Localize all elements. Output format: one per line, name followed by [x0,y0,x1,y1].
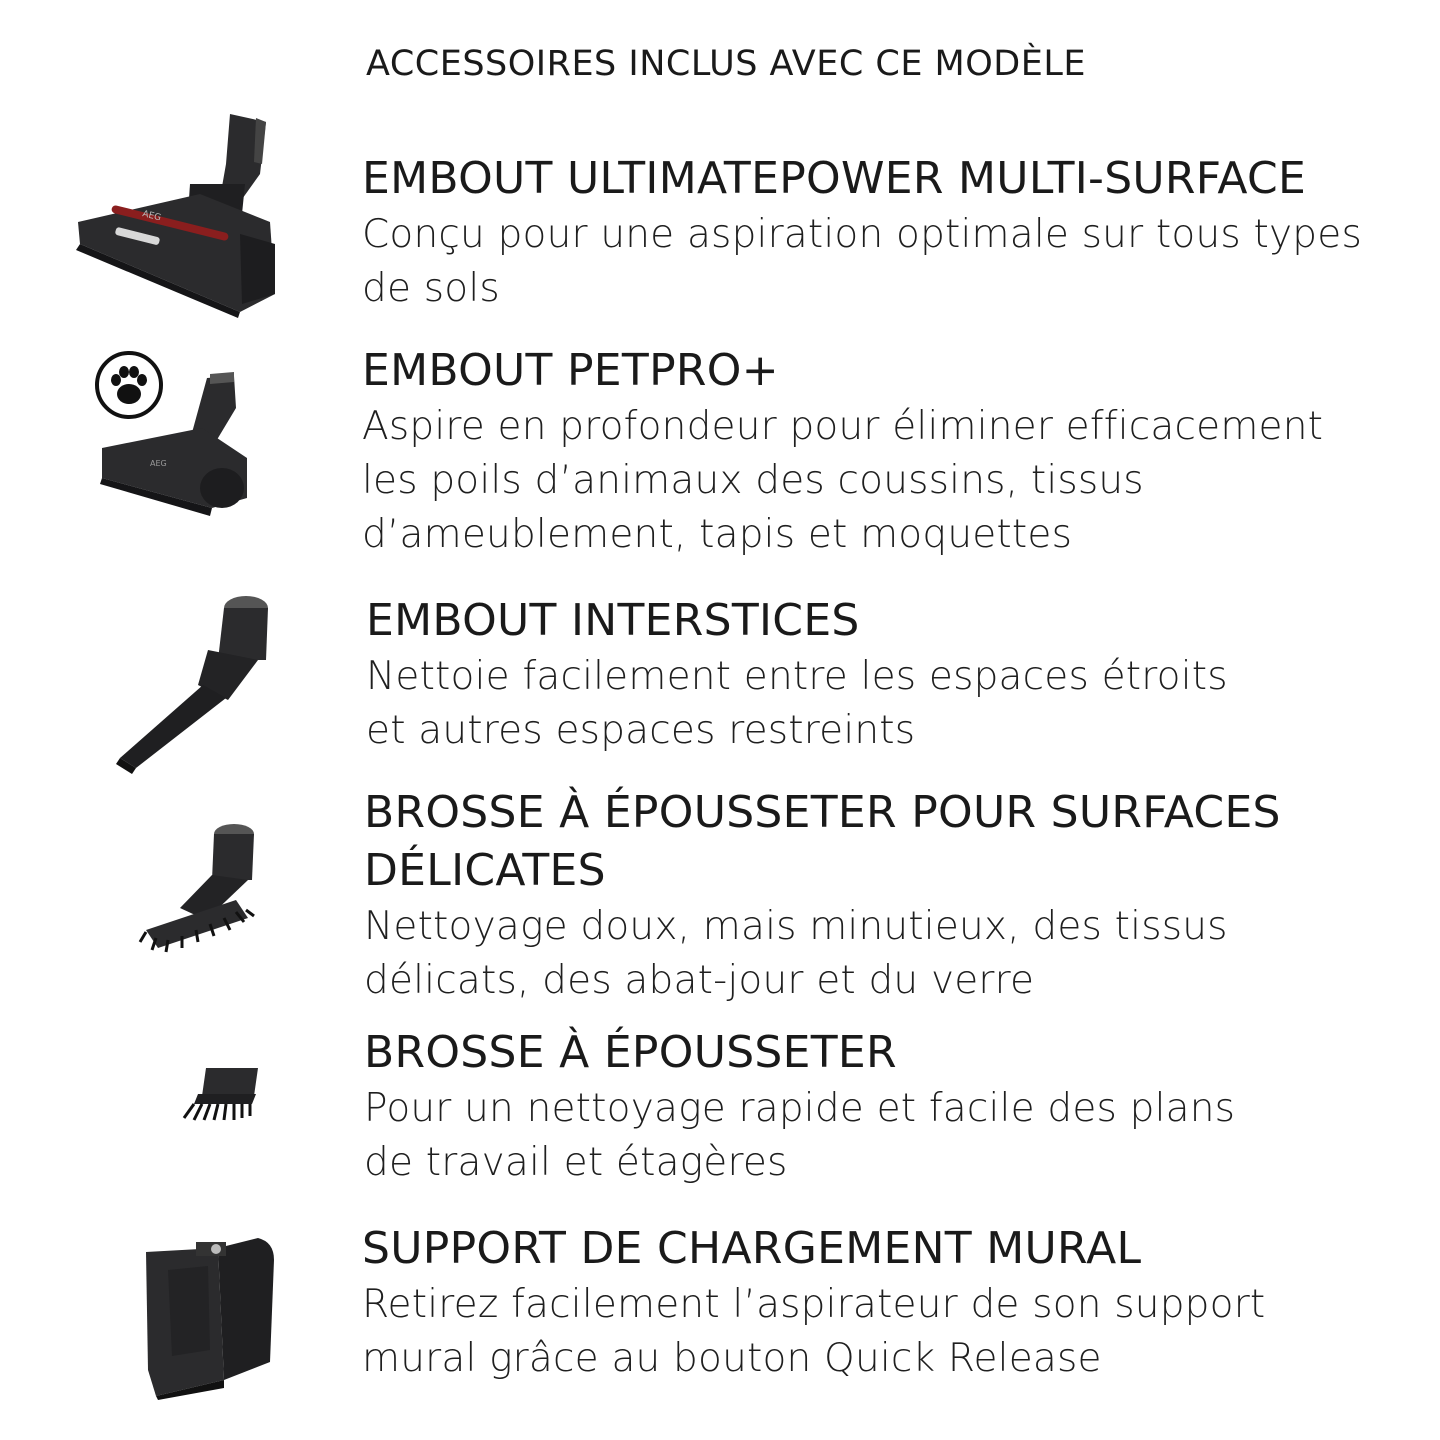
accessory-title: EMBOUT ULTIMATEPOWER MULTI-SURFACE [362,153,1307,204]
accessory-item [362,1220,1265,1386]
accessory-item [364,1024,1235,1190]
accessory-title: BROSSE À ÉPOUSSETER POUR SURFACES DÉLICATES [364,787,1281,896]
dusting-brush-icon [176,1060,266,1130]
soft-dusting-brush-icon [136,820,266,960]
accessory-description: Conçu pour une aspiration optimale sur tous types de sols [362,212,1362,311]
crevice-tool-icon [108,590,278,780]
accessory-title: BROSSE À ÉPOUSSETER [364,1027,897,1078]
wall-charger-icon [138,1230,283,1400]
page-heading: ACCESSOIRES INCLUS AVEC CE MODÈLE [366,44,1086,84]
accessory-description: Nettoie facilement entre les espaces étroits et autres espaces restreints [366,654,1228,753]
accessory-title: EMBOUT INTERSTICES [366,595,860,646]
accessory-item [364,784,1281,1008]
pet-nozzle-thumb [92,348,262,528]
paw-icon [97,353,161,417]
accessory-item [362,150,1362,316]
accessory-item [362,342,1323,562]
accessory-description: Nettoyage doux, mais minutieux, des tissus délicats, des abat-jour et du verre [364,904,1228,1003]
accessory-title: SUPPORT DE CHARGEMENT MURAL [362,1223,1142,1274]
accessory-title: EMBOUT PETPRO+ [362,345,779,396]
accessory-description: Aspire en profondeur pour éliminer efficacement les poils d’animaux des coussins, tissus d’ameublement, tapis et moquettes [362,404,1324,557]
accessory-description: Pour un nettoyage rapide et facile des plans de travail et étagères [364,1086,1236,1185]
svg-text:AEG: AEG [141,209,162,224]
floor-nozzle-icon [70,104,285,319]
accessory-description: Retirez facilement l’aspirateur de son support mural grâce au bouton Quick Release [362,1282,1266,1381]
svg-text:AEG: AEG [150,459,167,468]
accessory-item [366,592,1228,758]
